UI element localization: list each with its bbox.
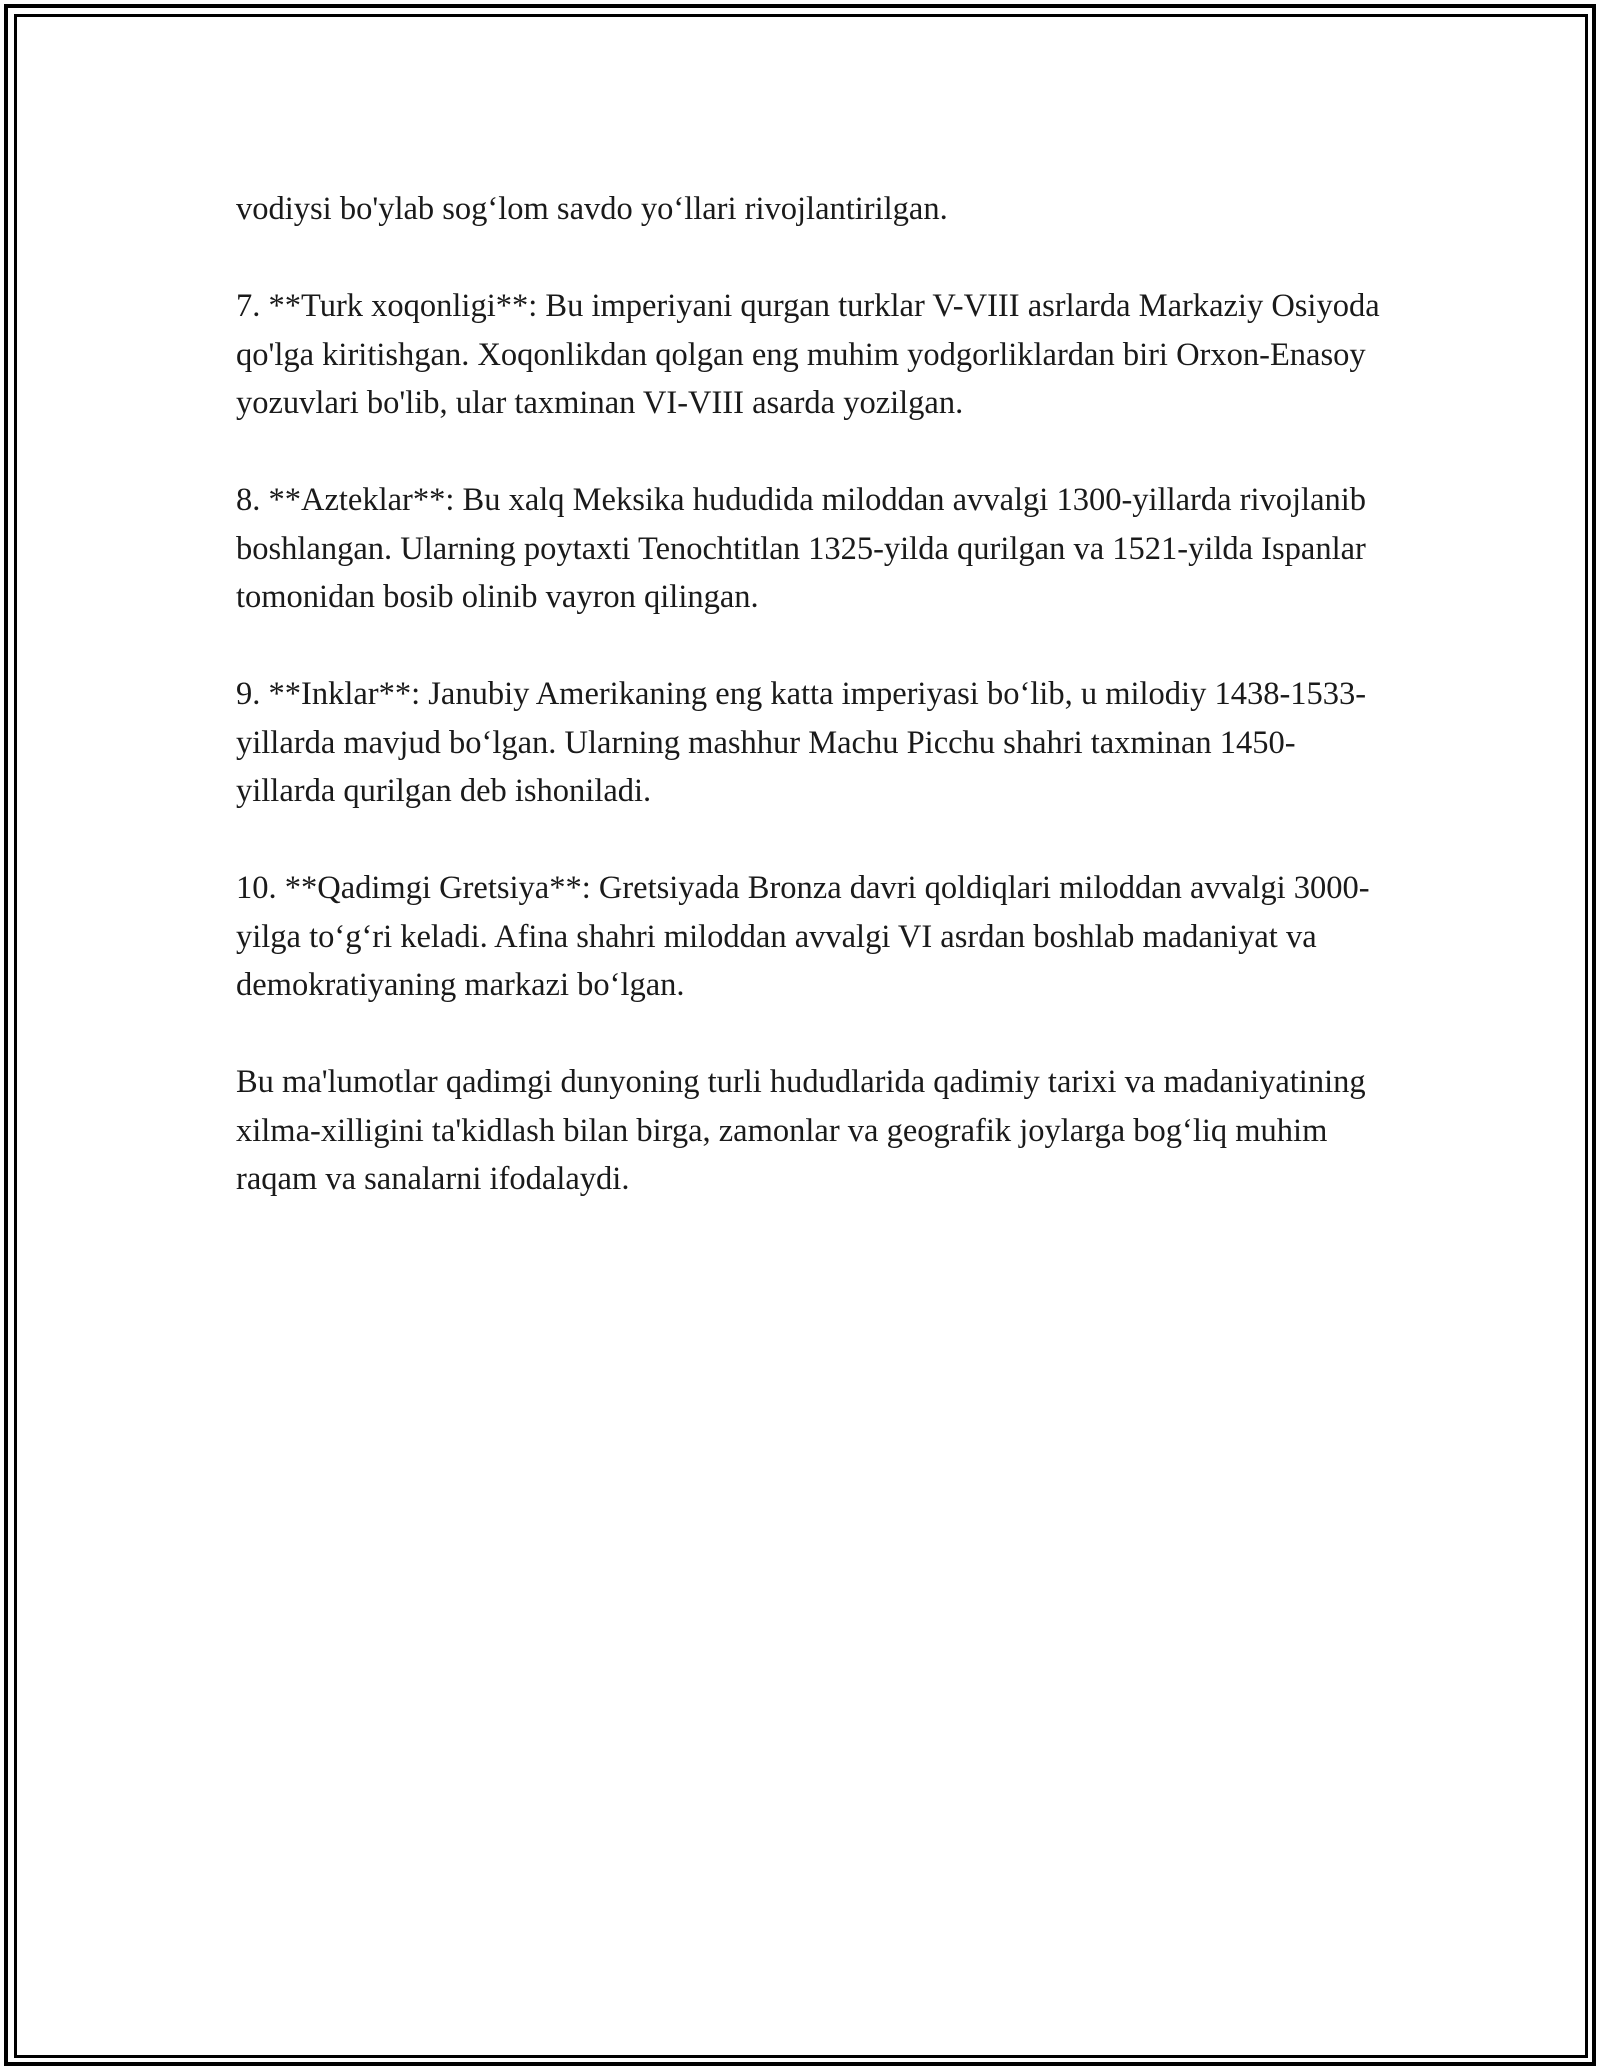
paragraph-qadimgi-gretsiya: 10. **Qadimgi Gretsiya**: Gretsiyada Bronza davri qoldiqlari miloddan avvalgi 3000-yilga to‘g‘ri keladi. Afina shahri miloddan avvalgi VI asrdan boshlab madaniyat va demokratiyaning markazi bo‘lgan. [236,870,1370,1003]
paragraph-conclusion: Bu ma'lumotlar qadimgi dunyoning turli hududlarida qadimiy tarixi va madaniyatining xilma-xilligini ta'kidlash bilan birga, zamonlar va geografik joylarga bog‘liq muhim raqam va sanalarni ifodalaydi. [236,1064,1366,1197]
paragraph-azteklar: 8. **Azteklar**: Bu xalq Meksika hududida miloddan avvalgi 1300-yillarda rivojlanib boshlangan. Ularning poytaxti Tenochtitlan 1325-yilda qurilgan va 1521-yilda Ispanlar tomonidan bosib olinib vayron qilingan. [236,482,1367,615]
paragraph-turk-xoqonligi: 7. **Turk xoqonligi**: Bu imperiyani qurgan turklar V-VIII asrlarda Markaziy Osiyoda qo'lga kiritishgan. Xoqonlikdan qolgan eng muhim yodgorliklardan biri Orxon-Enasoy yozuvlari bo'lib, ular taxminan VI-VIII asarda yozilgan. [236,288,1380,421]
paragraph-inklar: 9. **Inklar**: Janubiy Amerikaning eng katta imperiyasi bo‘lib, u milodiy 1438-1533-yillarda mavjud bo‘lgan. Ularning mashhur Machu Picchu shahri taxminan 1450-yillarda qurilgan deb ishoniladi. [236,676,1367,809]
document-body [236,185,1386,1252]
paragraph-continuation: vodiysi bo'ylab sog‘lom savdo yo‘llari rivojlantirilgan. [236,191,948,227]
